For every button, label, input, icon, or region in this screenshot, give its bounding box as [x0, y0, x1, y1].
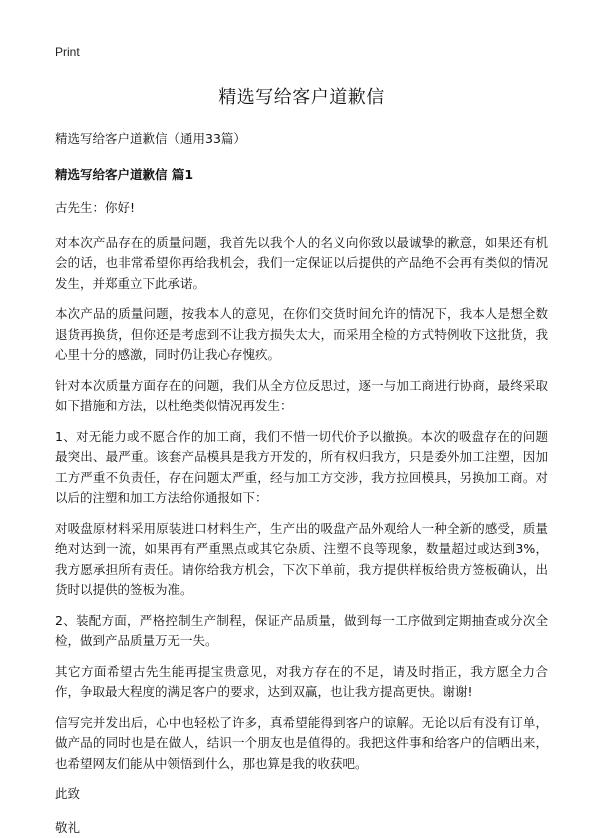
letter-closing-2: 敬礼 [55, 820, 81, 835]
letter-paragraph-1: 对本次产品存在的质量问题，我首先以我个人的名义向你致以最诚挚的歉意，如果还有机会的话，也非常希望你再给我机会，我们一定保证以后提供的产品绝不会再有类似的情况发生，并郑重立下此承诺。 [55, 234, 548, 291]
letter-paragraph-5: 对吸盘原材料采用原装进口材料生产，生产出的吸盘产品外观给人一种全新的感受，质量绝对达到一流，如果再有严重黑点或其它杂质、注塑不良等现象，数量超过或达到3%，我方愿承担所有责任。请你给我方机会，下次下单前，我方提供样板给贵方签板确认，出货时以提供的签板为准。 [55, 520, 548, 597]
letter-paragraph-8: 信写完并发出后，心中也轻松了许多，真希望能得到客户的谅解。无论以后有没有订单，做产品的同时也是在做人，结识一个朋友也是值得的。我把这件事和给客户的信晒出来，也希望网友们能从中领悟到什么，那也算是我的收获吧。 [55, 714, 548, 771]
document-subtitle: 精选写给客户道歉信（通用33篇） [55, 131, 246, 146]
print-label[interactable]: Print [55, 45, 80, 59]
document-title: 精选写给客户道歉信 [218, 87, 385, 108]
letter-paragraph-4: 1、对无能力或不愿合作的加工商，我们不惜一切代价予以撤换。本次的吸盘存在的问题最突出、最严重。该套产品模具是我方开发的，所有权归我方，只是委外加工注塑，因加工方严重不负责任，存在问题太严重，经与加工方交涉，我方拉回模具，另换加工商。对以后的注塑和加工方法给你通报如下： [55, 428, 548, 505]
letter-paragraph-2: 本次产品的质量问题，按我本人的意见，在你们交货时间允许的情况下，我本人是想全数退货再换货，但你还是考虑到不让我方损失太大，而采用全检的方式特例收下这批货，我心里十分的感激，同时仍让我心存愧疚。 [55, 306, 548, 362]
letter-paragraph-7: 其它方面希望古先生能再提宝贵意见，对我方存在的不足，请及时指正，我方愿全力合作，争取最大程度的满足客户的要求，达到双赢，也让我方提高更快。谢谢! [55, 663, 548, 699]
letter-paragraph-3: 针对本次质量方面存在的问题，我们从全方位反思过，逐一与加工商进行协商，最终采取如下措施和方法，以杜绝类似情况再发生： [55, 377, 548, 413]
section-heading: 精选写给客户道歉信 篇1 [55, 167, 194, 182]
letter-greeting: 古先生：你好! [55, 200, 136, 215]
letter-closing-1: 此致 [55, 786, 81, 801]
letter-paragraph-6: 2、装配方面，严格控制生产制程，保证产品质量，做到每一工序做到定期抽查或分次全检，做到产品质量万无一失。 [55, 612, 548, 648]
